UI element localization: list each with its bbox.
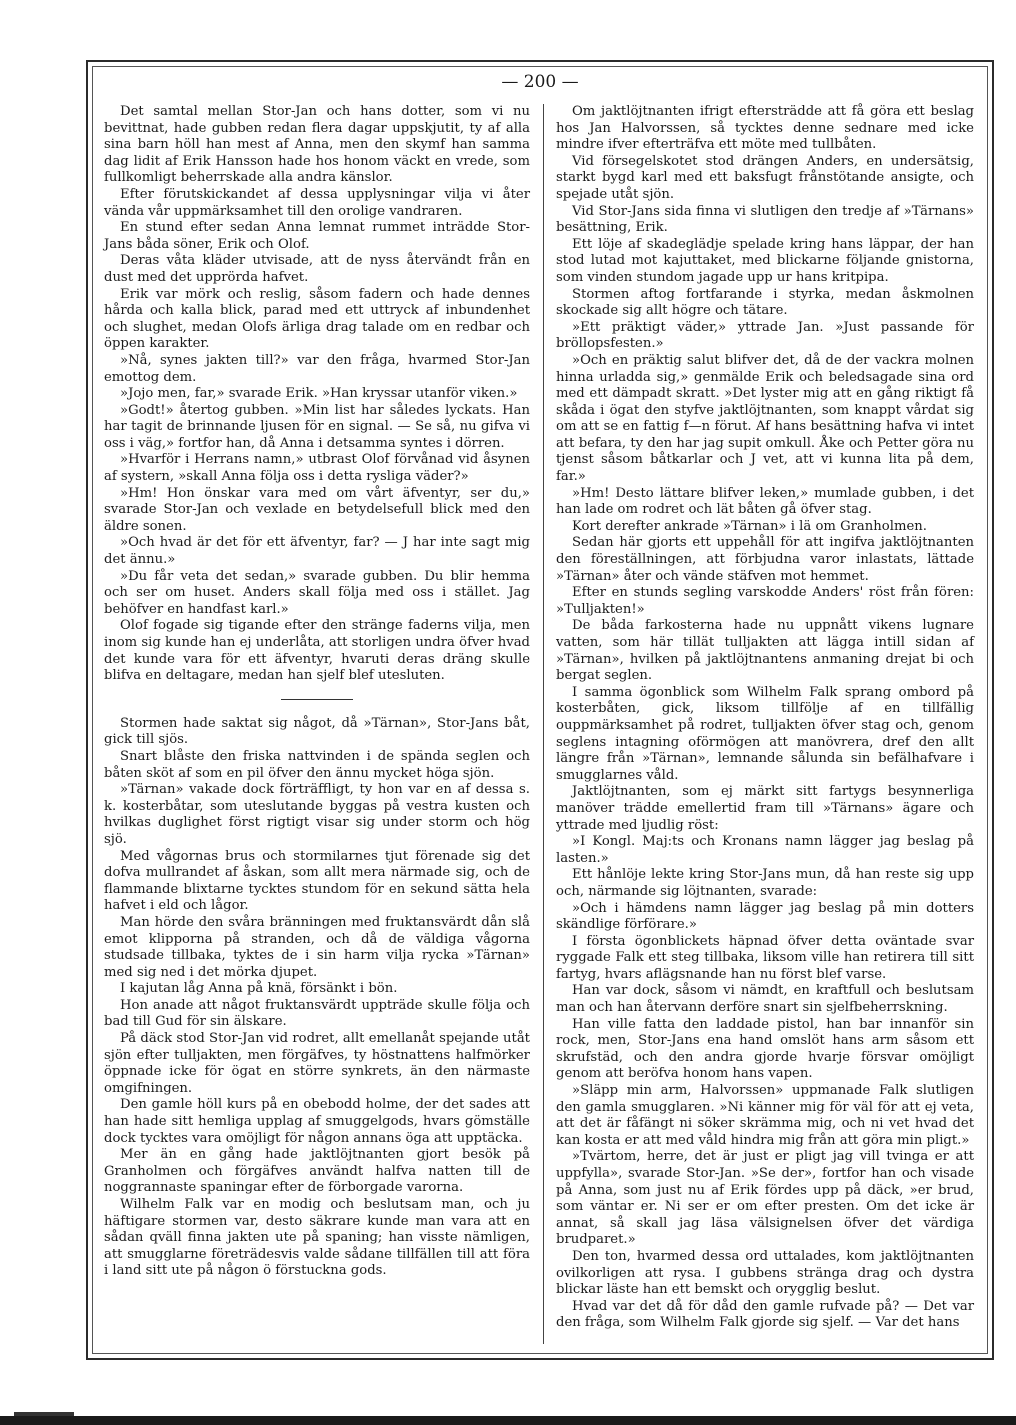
paragraph: Snart blåste den friska nattvinden i de spända seglen och båten sköt af som en pil öfver den ännu mycket höga sjön. [104, 748, 530, 781]
right-column-text [556, 104, 974, 1332]
paragraph: »Nå, synes jakten till?» var den fråga, hvarmed Stor-Jan emottog dem. [104, 352, 530, 385]
right-column [556, 104, 974, 1332]
paragraph: »Du får veta det sedan,» svarade gubben. Du blir hemma och ser om huset. Anders skall följa med oss i stället. Jag behöfver en handfast karl.» [104, 568, 530, 617]
paragraph: Wilhelm Falk var en modig och beslutsam man, och ju häftigare stormen var, desto säkrare kunde man vara att en sådan qväll finna jakten ute på spaning; han visste nämligen, att smugglarne företrädesvis valde sådane tillfällen till att föra i land sitt ute på någon ö förstuckna gods. [104, 1197, 530, 1279]
paragraph: »Hvarför i Herrans namn,» utbrast Olof förvånad vid åsynen af systern, »skall Anna följa oss i detta rysliga väder?» [104, 452, 530, 485]
paragraph: Jaktlöjtnanten, som ej märkt sitt fartygs besynnerliga manöver trädde emellertid fram till »Tärnans» ägare och yttrade med ljudlig röst: [556, 784, 974, 833]
paragraph: Stormen aftog fortfarande i styrka, medan åskmolnen skockade sig allt högre och tätare. [556, 286, 974, 319]
paragraph: I första ögonblickets häpnad öfver detta oväntade svar ryggade Falk ett steg tillbaka, liksom ville han retirera till sitt fartyg, hvars aflägsnande han nu först blef varse. [556, 933, 974, 982]
left-column-text-after-break [104, 716, 530, 1280]
paragraph: Den ton, hvarmed dessa ord uttalades, kom jaktlöjtnanten ovilkorligen att rysa. I gubbens stränga drag och dystra blickar läste han ett bemskt och orygglig beslut. [556, 1248, 974, 1298]
paragraph: Han var dock, såsom vi nämdt, en kraftfull och beslutsam man och han återvann derföre snart sin sjelfbeherrskning. [556, 983, 974, 1016]
paragraph: »I Kongl. Maj:ts och Kronans namn lägger jag beslag på lasten.» [556, 834, 974, 866]
section-break-rule [281, 699, 353, 700]
paragraph: »Tärnan» vakade dock förträffligt, ty hon var en af dessa s. k. kosterbåtar, som uteslutande byggas på vestra kusten och hvilkas duglighet först rigtigt visar sig under storm och hög sjö. [104, 782, 530, 847]
paragraph: »Ett präktigt väder,» yttrade Jan. »Just passande för bröllopsfesten.» [556, 319, 974, 352]
paragraph: »Tvärtom, herre, det är just er pligt jag vill tvinga er att uppfylla», svarade Stor-Jan. »Se der», fortfor han och visade på Anna, som just nu af Erik fördes upp på däck, »er brud, som väntar er. Ni ser er om efter presten. Om det icke är annat, så skall jag läsa välsignelsen öfver det värdiga brudparet.» [556, 1149, 974, 1248]
paragraph: »Och i hämdens namn lägger jag beslag på min dotters skändlige förförare.» [556, 900, 974, 933]
paragraph: »Och en präktig salut blifver det, då de der vackra molnen hinna urladda sig,» genmälde Erik och beledsagade sina ord med ett dämpadt skratt. »Det lyster mig att en gång riktigt få skåda i ögat den styfve jaktlöjtnanten, som knappt vårdat sig om att se en fattig f—n förut. Af hans besättning hafva vi intet att befara, ty den har jag supit omkull. Åke och Petter göra nu tjenst såsom båtkarlar och J vet, att vi kunna lita på dem, far.» [556, 352, 974, 485]
paragraph: Om jaktlöjtnanten ifrigt eftersträdde att få göra ett beslag hos Jan Halvorssen, så tycktes denne sednare med icke mindre ifver efterträfva ett möte med tullbåten. [556, 104, 974, 153]
paragraph: Man hörde den svåra bränningen med fruktansvärdt dån slå emot klipporna på stranden, och då de väldiga vågorna studsade tillbaka, tyktes de i sin harm vilja rycka »Tärnan» med sig ned i det mörka djupet. [104, 914, 530, 980]
paragraph: Med vågornas brus och stormilarnes tjut förenade sig det dofva mullrandet af åskan, som allt mera närmade sig, och de flammande blixtarne tycktes stundom för en sekund sätta hela hafvet i eld och lågor. [104, 848, 530, 914]
paragraph: »Hm! Desto lättare blifver leken,» mumlade gubben, i det han lade om rodret och lät båten gå öfver stag. [556, 485, 974, 518]
paragraph: Hvad var det då för dåd den gamle rufvade på? — Det var den fråga, som Wilhelm Falk gjorde sig sjelf. — Var det hans [556, 1298, 974, 1331]
paragraph: I kajutan låg Anna på knä, försänkt i bön. [120, 981, 398, 997]
paragraph: Deras våta kläder utvisade, att de nyss återvändt från en dust med det upprörda hafvet. [104, 253, 530, 285]
paragraph: Han ville fatta den laddade pistol, han bar innanför sin rock, men, Stor-Jans ena hand omslöt hans arm såsom ett skrufstäd, och den andra gjorde hvarje försvar omöjligt genom att beröfva honom hans vapen. [556, 1016, 974, 1082]
paragraph: »Jojo men, far,» svarade Erik. »Han kryssar utanför viken.» [120, 386, 518, 402]
scan-mark [14, 1412, 74, 1416]
paragraph: Efter en stunds segling varskodde Anders' röst från fören: »Tulljakten!» [556, 585, 974, 617]
paragraph: Ett hånlöje lekte kring Stor-Jans mun, då han reste sig upp och, närmande sig löjtnanten, svarade: [556, 867, 974, 899]
paragraph: »Släpp min arm, Halvorssen» uppmanade Falk slutligen den gamla smugglaren. »Ni känner mig för väl för att ej veta, att det är fåfängt ni söker skrämma mig, och ni vet hvad det kan kosta er att med våld hindra mig från att göra min pligt.» [556, 1083, 974, 1148]
paragraph: På däck stod Stor-Jan vid rodret, allt emellanåt spejande utåt sjön efter tulljakten, men förgäfves, ty höstnattens halfmörker öppnade icke för ögat en större synkrets, än den närmaste omgifningen. [104, 1031, 530, 1096]
column-divider [543, 104, 544, 1344]
paragraph: Det samtal mellan Stor-Jan och hans dotter, som vi nu bevittnat, hade gubben redan flera dagar uppskjutit, ty af alla sina barn höll han mest af Anna, men den skymf han samma dag lidit af Erik Hansson hade hos honom väckt en vrede, som fullkomligt beherrskade alla andra känslor. [104, 104, 530, 186]
paragraph: Ett löje af skadeglädje spelade kring hans läppar, der han stod lutad mot kajuttaket, med blickarne följande gnistorna, som vinden stundom jagade upp ur hans kritpipa. [556, 236, 974, 285]
paragraph: Mer än en gång hade jaktlöjtnanten gjort besök på Granholmen och förgäfves användt halfva natten till de noggrannaste spaningar efter de förborgade varorna. [104, 1147, 530, 1196]
left-column-text [104, 104, 530, 685]
paragraph: Efter förutskickandet af dessa upplysningar vilja vi åter vända vår uppmärksamhet till den orolige vandraren. [104, 186, 530, 219]
scan-edge [0, 1416, 1016, 1425]
paragraph: Kort derefter ankrade »Tärnan» i lä om Granholmen. [572, 518, 927, 534]
paragraph: »Och hvad är det för ett äfventyr, far? — J har inte sagt mig det ännu.» [104, 535, 530, 568]
paragraph: Sedan här gjorts ett uppehåll för att ingifva jaktlöjtnanten den föreställningen, att förbjudna varor inlastats, lättade »Tärnan» åter och vände stäfven mot hemmet. [556, 535, 974, 584]
paragraph: De båda farkosterna hade nu uppnått vikens lugnare vatten, som här tillät tulljakten att lägga intill sidan af »Tärnan», hvilken på jaktlöjtnantens anmaning drejat bi och bergat seglen. [556, 618, 974, 684]
left-column [104, 104, 530, 1280]
paragraph: »Godt!» återtog gubben. »Min list har således lyckats. Han har tagit de brinnande ljusen för en signal. — Se så, nu gifva vi oss i väg,» fortfor han, då Anna i detsamma syntes i dörren. [104, 402, 530, 451]
paragraph: I samma ögonblick som Wilhelm Falk sprang ombord på kosterbåten, gick, liksom tillfölje af en tillfällig ouppmärksamhet på rodret, tulljakten öfver stag och, genom seglens intagning oförmögen att manövrera, dref den allt längre från »Tärnan», lemnande sålunda sin befälhafvare i smugglarnes våld. [556, 684, 974, 783]
paragraph: En stund efter sedan Anna lemnat rummet inträdde Stor-Jans båda söner, Erik och Olof. [104, 220, 530, 252]
paragraph: Vid Stor-Jans sida finna vi slutligen den tredje af »Tärnans» besättning, Erik. [556, 203, 974, 236]
paragraph: Den gamle höll kurs på en obebodd holme, der det sades att han hade sitt hemliga upplag af smuggelgods, hvars gömställe dock tycktes vara omöjligt för någon annans öga att upptäcka. [104, 1097, 530, 1146]
paragraph: Vid försegelskotet stod drängen Anders, en undersätsig, starkt bygd karl med ett baksfugt frånstötande ansigte, och spejade utåt sjön. [556, 153, 974, 202]
paragraph: Olof fogade sig tigande efter den stränge faderns vilja, men inom sig kunde han ej underlåta, att storligen undra öfver hvad det kunde vara för ett äfventyr, hvaruti deras dräng skulle blifva en deltagare, medan han sjelf blef utesluten. [104, 618, 530, 684]
paragraph: Erik var mörk och reslig, såsom fadern och hade dennes hårda och kalla blick, parad med ett uttryck af inbundenhet och slughet, medan Olofs ärliga drag talade om en redbar och öppen karakter. [104, 286, 530, 352]
paragraph: »Hm! Hon önskar vara med om vårt äfventyr, ser du,» svarade Stor-Jan och vexlade en betydelsefull blick med den äldre sonen. [104, 485, 530, 534]
paragraph: Hon anade att något fruktansvärdt uppträde skulle följa och bad till Gud för sin älskare. [104, 997, 530, 1030]
page-number: — 200 — [501, 72, 579, 92]
paragraph: Stormen hade saktat sig något, då »Tärnan», Stor-Jans båt, gick till sjös. [104, 715, 530, 748]
